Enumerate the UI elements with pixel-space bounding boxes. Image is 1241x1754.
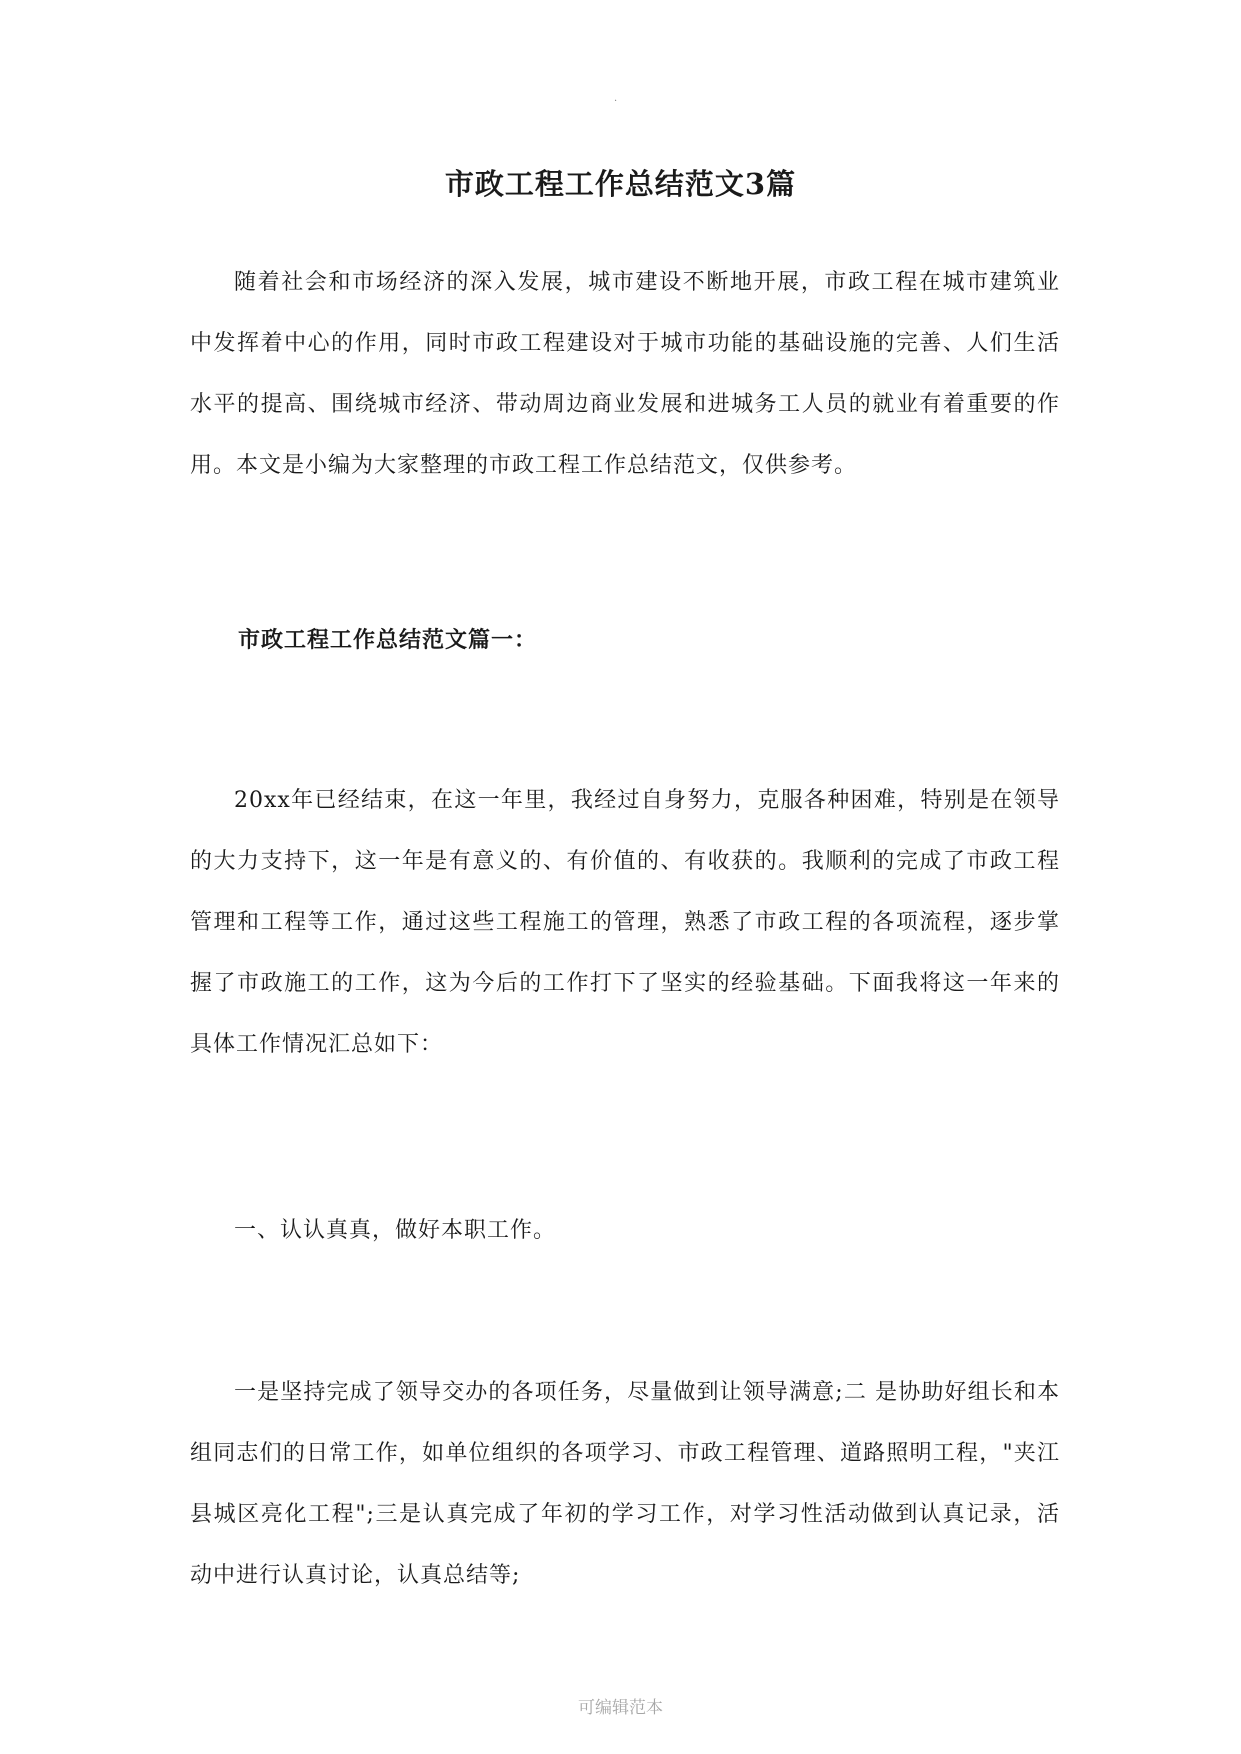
section-point-1: 一、认认真真，做好本职工作。 (234, 1218, 557, 1243)
section-paragraph-2: 一是坚持完成了领导交办的各项任务，尽量做到让领导满意;二 是协助好组长和本组同志们的日常工作，如单位组织的各项学习、市政工程管理、道路照明工程，"夹江县城区亮化工程";三是认真完成了年初的学习工作，对学习性活动做到认真记录，活动中进行认真讨论，认真总结等; (190, 1380, 1060, 1588)
section-heading: 市政工程工作总结范文篇一： (238, 627, 538, 653)
document-title: 市政工程工作总结范文3篇 (444, 167, 797, 201)
intro-paragraph: 随着社会和市场经济的深入发展，城市建设不断地开展，市政工程在城市建筑业中发挥着中心的作用，同时市政工程建设对于城市功能的基础设施的完善、人们生活水平的提高、围绕城市经济、带动周边商业发展和进城务工人员的就业有着重要的作用。本文是小编为大家整理的市政工程工作总结范文，仅供参考。 (190, 270, 1060, 478)
header-mark: · (614, 96, 618, 107)
section-paragraph-1: 20xx年已经结束，在这一年里，我经过自身努力，克服各种困难，特别是在领导的大力支持下，这一年是有意义的、有价值的、有收获的。我顺利的完成了市政工程管理和工程等工作，通过这些工程施工的管理，熟悉了市政工程的各项流程，逐步掌握了市政施工的工作，这为今后的工作打下了坚实的经验基础。下面我将这一年来的具体工作情况汇总如下： (190, 788, 1060, 1057)
page-footer: 可编辑范本 (578, 1698, 663, 1718)
